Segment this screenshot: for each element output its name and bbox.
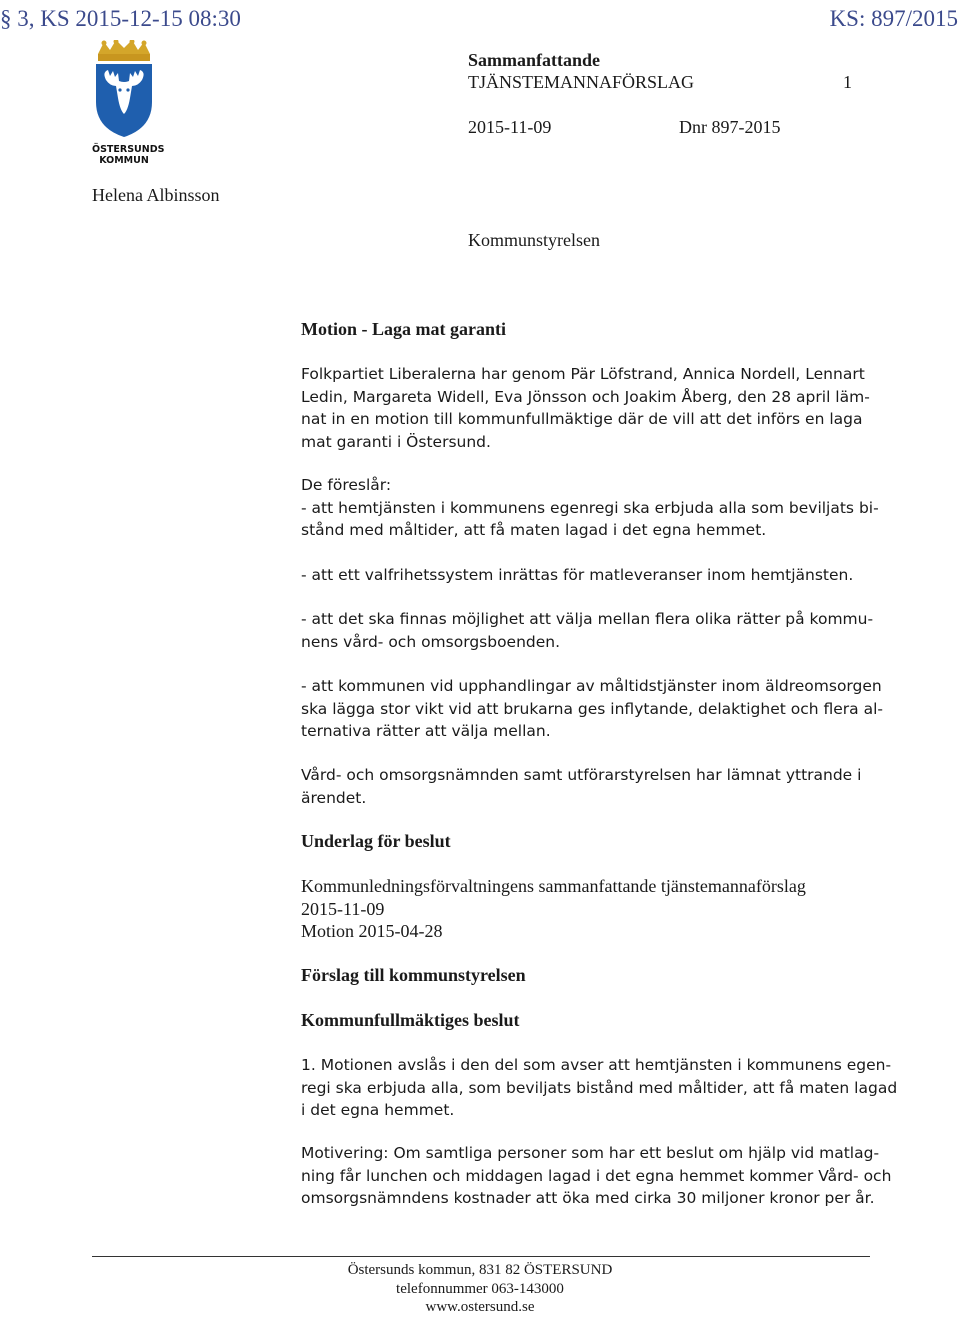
motion-heading: Motion - Laga mat garanti xyxy=(301,319,506,339)
text-line: mat garanti i Östersund. xyxy=(301,432,491,451)
text-line: 1. Motionen avslås i den del som avser att hemtjänsten i kommunens egen- xyxy=(301,1056,892,1074)
proposal-4 xyxy=(301,675,881,743)
doc-date: 2015-11-09 xyxy=(468,117,552,137)
text-line: Motion 2015-04-28 xyxy=(301,921,443,941)
footer-divider xyxy=(92,1256,870,1257)
case-number: KS: 897/2015 xyxy=(829,6,958,31)
text-line: Vård- och omsorgsnämnden samt utförarstyrelsen har lämnat yttrande i xyxy=(301,766,862,784)
footer xyxy=(0,1261,960,1317)
text-line: ning får lunchen och middagen lagad i det egna hemmet kommer Vård- och xyxy=(301,1166,892,1185)
text-line: ska lägga stor vikt vid att brukarna ges inflytande, delaktighet och flera al- xyxy=(301,699,883,718)
author-name: Helena Albinsson xyxy=(92,185,220,205)
doc-type-line1: Sammanfattande xyxy=(468,50,601,70)
text-line: - att det ska finnas möjlighet att välja mellan flera olika rätter på kommu- xyxy=(301,610,874,628)
text-line: nat in en motion till kommunfullmäktige där de vill att det införs en laga xyxy=(301,410,863,428)
footer-phone: telefonnummer 063-143000 xyxy=(396,1280,564,1297)
logo-text-line1: ÖSTERSUNDS xyxy=(92,144,165,155)
page-number: 1 xyxy=(843,72,852,92)
text-line: Folkpartiet Liberalerna har genom Pär Löfstrand, Annica Nordell, Lennart xyxy=(301,365,865,383)
intro-paragraph xyxy=(301,363,881,453)
proposals-paragraph xyxy=(301,474,881,542)
text-line: Ledin, Margareta Widell, Eva Jönsson och Joakim Åberg, den 28 april läm- xyxy=(301,387,870,406)
text-line: - att kommunen vid upphandlingar av måltidstjänster inom äldreomsorgen xyxy=(301,677,882,695)
text-line: omsorgsnämndens kostnader att öka med cirka 30 miljoner kronor per år. xyxy=(301,1189,875,1207)
text-line: - att hemtjänsten i kommunens egenregi ska erbjuda alla som beviljats bi- xyxy=(301,498,879,517)
decision-paragraph xyxy=(301,1054,898,1122)
municipality-logo xyxy=(92,40,165,166)
text-line: i det egna hemmet. xyxy=(301,1101,455,1119)
text-line: ärendet. xyxy=(301,788,367,807)
recipient: Kommunstyrelsen xyxy=(468,230,600,250)
coat-of-arms-icon xyxy=(92,40,156,138)
logo-text-line2: KOMMUN xyxy=(99,155,149,166)
text-line: Kommunledningsförvaltningens sammanfattande tjänstemannaförslag xyxy=(301,876,806,896)
footer-address: Östersunds kommun, 831 82 ÖSTERSUND xyxy=(347,1262,613,1278)
dnr-number: Dnr 897-2015 xyxy=(679,117,781,137)
footer-website-link[interactable]: www.ostersund.se xyxy=(425,1299,535,1315)
proposal-3 xyxy=(301,608,881,653)
basis-heading: Underlag för beslut xyxy=(301,831,451,851)
text-line: De föreslår: xyxy=(301,476,392,494)
proposal-2 xyxy=(301,564,881,587)
statement-paragraph xyxy=(301,764,881,809)
text-line: ternativa rätter att välja mellan. xyxy=(301,722,551,740)
basis-list xyxy=(301,875,881,943)
text-line: regi ska erbjuda alla, som beviljats bistånd med måltider, att få maten lagad xyxy=(301,1078,898,1097)
text-line: - att ett valfrihetssystem inrättas för matleveranser inom hemtjänsten. xyxy=(301,566,854,584)
text-line: 2015-11-09 xyxy=(301,898,385,919)
motivation-paragraph xyxy=(301,1142,892,1210)
text-line: nens vård- och omsorgsboenden. xyxy=(301,632,561,651)
text-line: Motivering: Om samtliga personer som har ett beslut om hjälp vid matlag- xyxy=(301,1144,880,1162)
text-line: stånd med måltider, att få maten lagad i det egna hemmet. xyxy=(301,521,767,539)
doc-type-line2: TJÄNSTEMANNAFÖRSLAG xyxy=(468,72,695,92)
decision-heading: Kommunfullmäktiges beslut xyxy=(301,1010,520,1030)
agenda-section-label: § 3, KS 2015-12-15 08:30 xyxy=(0,6,241,31)
proposal-heading: Förslag till kommunstyrelsen xyxy=(301,965,526,985)
